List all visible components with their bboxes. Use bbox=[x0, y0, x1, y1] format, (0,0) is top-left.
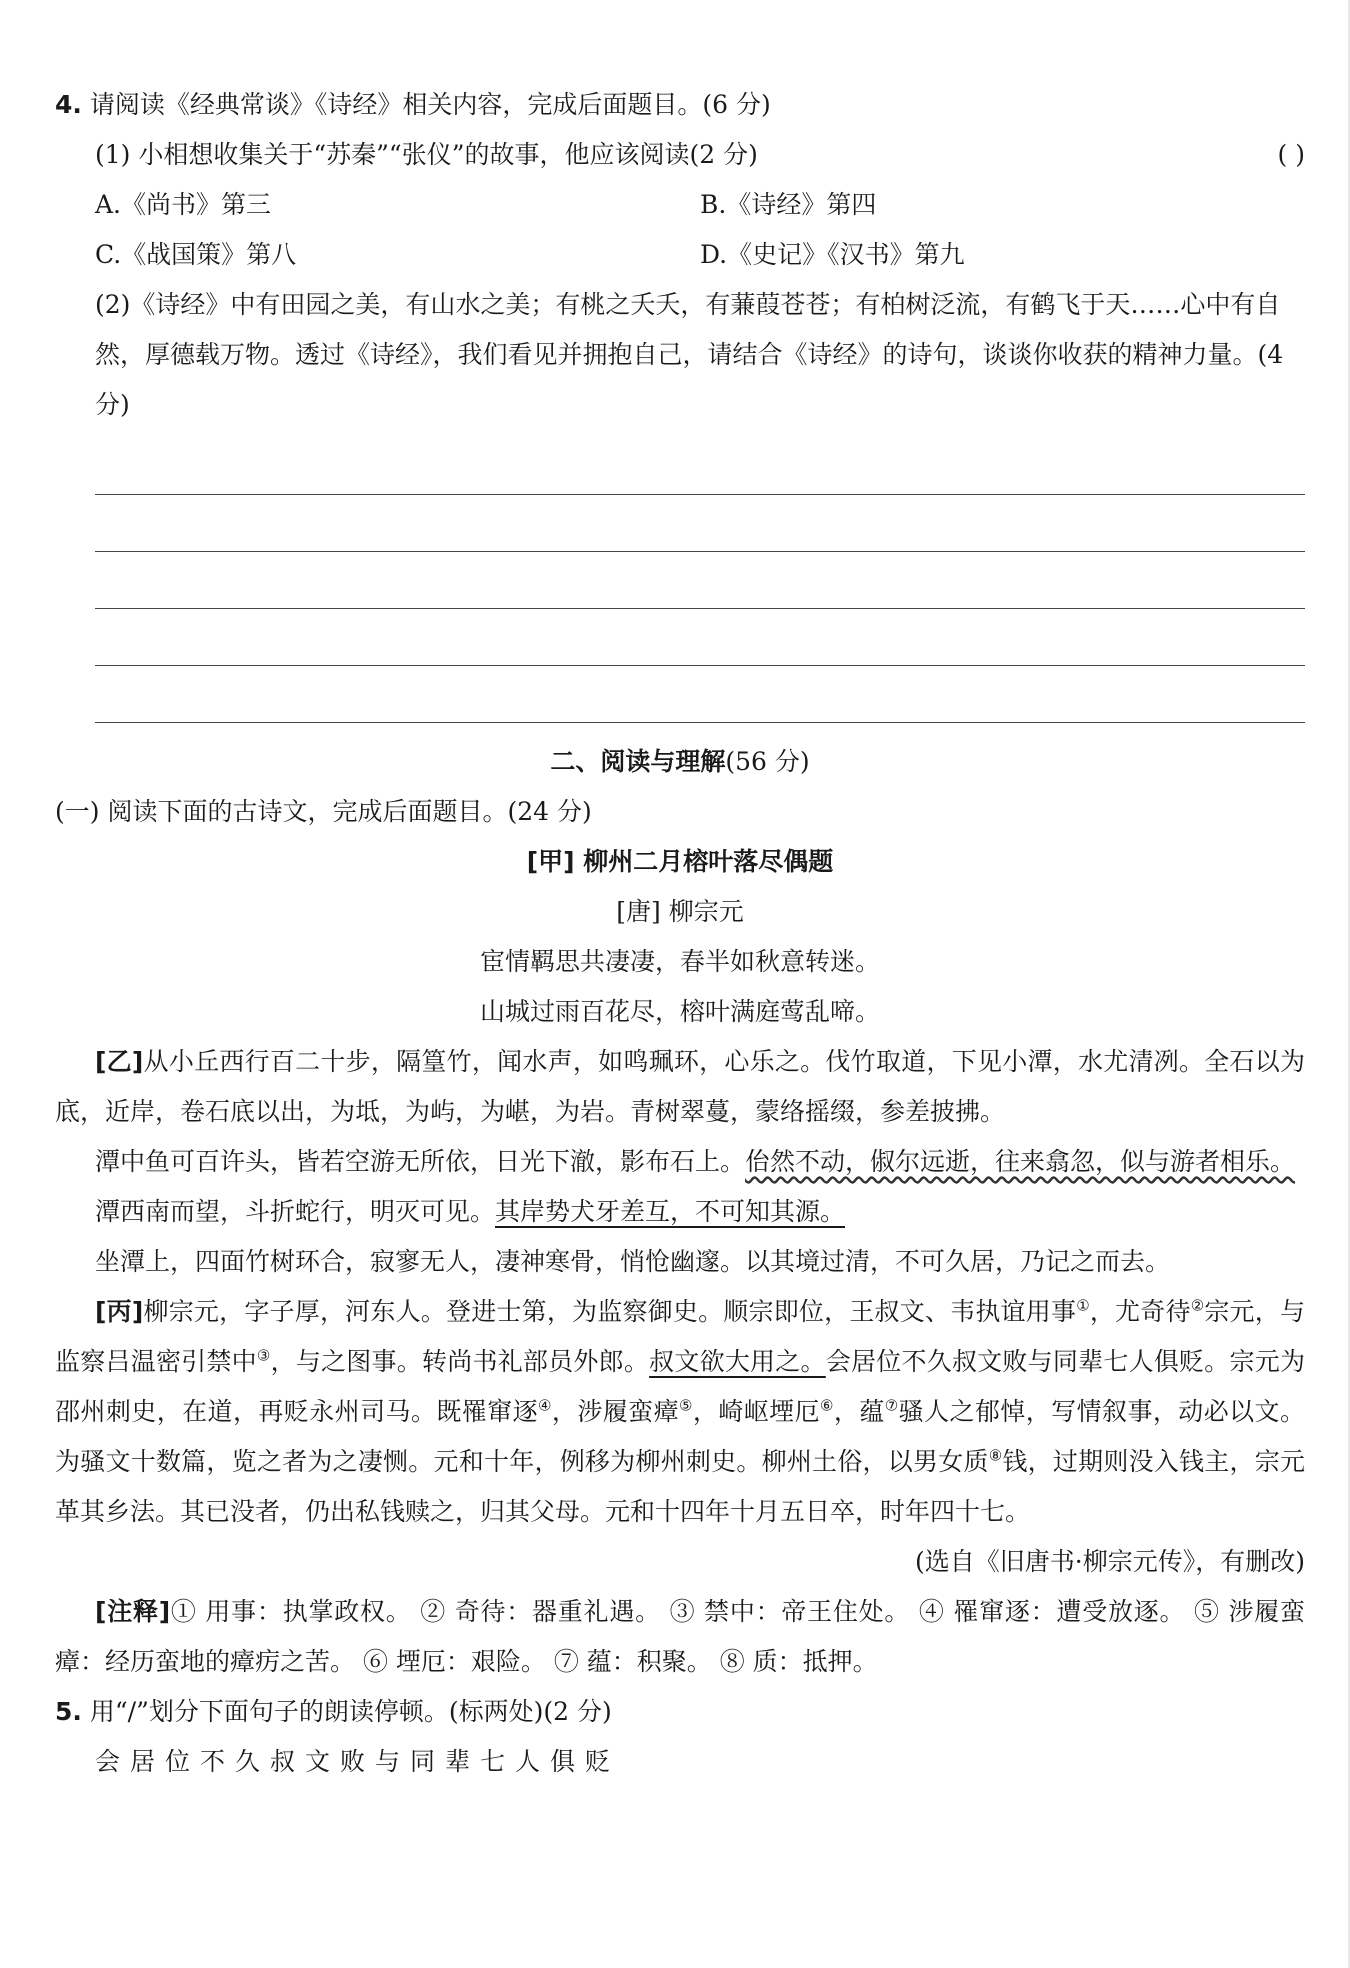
answer-lines bbox=[55, 438, 1305, 723]
option-a[interactable]: A.《尚书》第三 bbox=[95, 190, 272, 219]
answer-line[interactable] bbox=[95, 609, 1305, 666]
paragraph-text: 骚人之郁悼，写情叙事，动必以文。为骚文十数篇，览之者为之凄恻。元和十年，例移为柳州刺史。柳州土俗，以男女质 bbox=[55, 1397, 1305, 1476]
options-row-2 bbox=[55, 230, 1305, 280]
poem-line-2: 山城过雨百花尽，榕叶满庭莺乱啼。 bbox=[479, 997, 880, 1026]
question-number: 4. bbox=[55, 90, 82, 119]
underlined-sentence: 叔文欲大用之。 bbox=[649, 1347, 826, 1376]
notes-label: [注释] bbox=[95, 1597, 171, 1626]
wavy-underlined-sentence: 佁然不动，俶尔远逝，往来翕忽，似与游者相乐。 bbox=[745, 1147, 1296, 1176]
section-title bbox=[55, 737, 1305, 787]
question-number: 5. bbox=[55, 1697, 82, 1726]
option-c[interactable]: C.《战国策》第八 bbox=[95, 240, 297, 269]
source-citation: (选自《旧唐书·柳宗元传》，有删改) bbox=[915, 1547, 1305, 1576]
question-4-sub1 bbox=[55, 130, 1305, 180]
footnote-mark: ① bbox=[1076, 1296, 1090, 1315]
paragraph-text: ，涉履蛮瘴 bbox=[551, 1397, 680, 1426]
passage-yi-paragraph-2 bbox=[55, 1137, 1305, 1187]
paragraph-text: 宗元，与监察吕温密引禁中 bbox=[55, 1297, 1305, 1376]
options-row-1 bbox=[55, 180, 1305, 230]
option-b[interactable]: B.《诗经》第四 bbox=[700, 190, 877, 219]
question-text: 用“/”划分下面句子的朗读停顿。(标两处)(2 分) bbox=[89, 1697, 612, 1726]
exam-page bbox=[55, 80, 1305, 1787]
paragraph-text: 潭中鱼可百许头，皆若空游无所依，日光下澈，影布石上。 bbox=[95, 1147, 746, 1176]
paragraph-text: ，尤奇待 bbox=[1089, 1297, 1191, 1326]
answer-line[interactable] bbox=[95, 495, 1305, 552]
question-5-stem bbox=[55, 1687, 1305, 1737]
notes-text: ① 用事：执掌政权。 ② 奇待：器重礼遇。 ③ 禁中：帝王住处。 ④ 罹窜逐：遭受放逐。 ⑤ 涉履蛮瘴：经历蛮地的瘴疠之苦。 ⑥ 堙厄：艰险。 ⑦ 蕴：积聚。 ⑧ 质：抵押。 bbox=[55, 1597, 1305, 1676]
question-text: 请阅读《经典常谈》《诗经》相关内容，完成后面题目。(6 分) bbox=[89, 90, 771, 119]
question-5-sentence[interactable]: 会居位不久叔文败与同辈七人俱贬 bbox=[95, 1747, 621, 1776]
footnote-mark: ④ bbox=[538, 1396, 552, 1415]
footnote-mark: ⑥ bbox=[820, 1396, 834, 1415]
paragraph-text: 柳宗元，字子厚，河东人。登进士第，为监察御史。顺宗即位，王叔文、韦执谊用事 bbox=[143, 1297, 1077, 1326]
footnote-mark: ③ bbox=[256, 1346, 271, 1365]
answer-line[interactable] bbox=[95, 552, 1305, 609]
section-title-text: 二、阅读与理解 bbox=[550, 747, 726, 776]
answer-line[interactable] bbox=[95, 438, 1305, 495]
sub-question-text: (1) 小相想收集关于“苏秦”“张仪”的故事，他应该阅读(2 分) bbox=[95, 140, 758, 169]
passage-yi-paragraph-3 bbox=[55, 1187, 1305, 1237]
paragraph-text: 会居位不久叔文败与同辈七人俱贬。宗元为邵州刺史，在道，再贬永州司马。既罹窜逐 bbox=[55, 1347, 1305, 1426]
passage-yi-paragraph-4: 坐潭上，四面竹树环合，寂寥无人，凄神寒骨，悄怆幽邃。以其境过清，不可久居，乃记之而去。 bbox=[95, 1247, 1171, 1276]
answer-parentheses[interactable]: ( ) bbox=[1277, 140, 1305, 169]
poem-line-1: 宦情羁思共凄凄，春半如秋意转迷。 bbox=[479, 947, 880, 976]
footnote-mark: ② bbox=[1190, 1296, 1205, 1315]
paragraph-text: ，蕴 bbox=[833, 1397, 885, 1426]
passage-label-yi: [乙] bbox=[95, 1047, 144, 1076]
passage-bing bbox=[55, 1287, 1305, 1537]
footnote-mark: ⑦ bbox=[884, 1396, 899, 1415]
poem-author: [唐] 柳宗元 bbox=[616, 897, 744, 926]
part-1-intro: (一) 阅读下面的古诗文，完成后面题目。(24 分) bbox=[55, 797, 592, 826]
underlined-sentence: 其岸势犬牙差互，不可知其源。 bbox=[495, 1197, 846, 1226]
option-d[interactable]: D.《史记》《汉书》第九 bbox=[700, 240, 965, 269]
passage-label-bing: [丙] bbox=[95, 1297, 144, 1326]
answer-line[interactable] bbox=[95, 666, 1305, 723]
paragraph-text: ，崎岖堙厄 bbox=[692, 1397, 821, 1426]
question-4-sub2: (2)《诗经》中有田园之美，有山水之美；有桃之夭夭，有蒹葭苍苍；有柏树泛流，有鹤飞于天……心中有自然，厚德载万物。透过《诗经》，我们看见并拥抱自己，请结合《诗经》的诗句，谈谈你收获的精神力量。(4 分) bbox=[95, 290, 1284, 419]
paragraph-text: 钱，过期则没入钱主，宗元革其乡法。其已没者，仍出私钱赎之，归其父母。元和十四年十月五日卒，时年四十七。 bbox=[55, 1447, 1305, 1526]
paragraph-text: 从小丘西行百二十步，隔篁竹，闻水声，如鸣珮环，心乐之。伐竹取道，下见小潭，水尤清冽。全石以为底，近岸，卷石底以出，为坻，为屿，为嵁，为岩。青树翠蔓，蒙络摇缀，参差披拂。 bbox=[55, 1047, 1305, 1126]
passage-yi-paragraph-1 bbox=[55, 1037, 1305, 1137]
poem-title: [甲] 柳州二月榕叶落尽偶题 bbox=[526, 847, 834, 876]
notes bbox=[55, 1587, 1305, 1687]
footnote-mark: ⑧ bbox=[988, 1446, 1003, 1465]
question-4-stem bbox=[55, 80, 1305, 130]
paragraph-text: 潭西南而望，斗折蛇行，明灭可见。 bbox=[95, 1197, 496, 1226]
footnote-mark: ⑤ bbox=[679, 1396, 693, 1415]
section-score: (56 分) bbox=[725, 747, 810, 776]
paragraph-text: ，与之图事。转尚书礼部员外郎。 bbox=[270, 1347, 650, 1376]
